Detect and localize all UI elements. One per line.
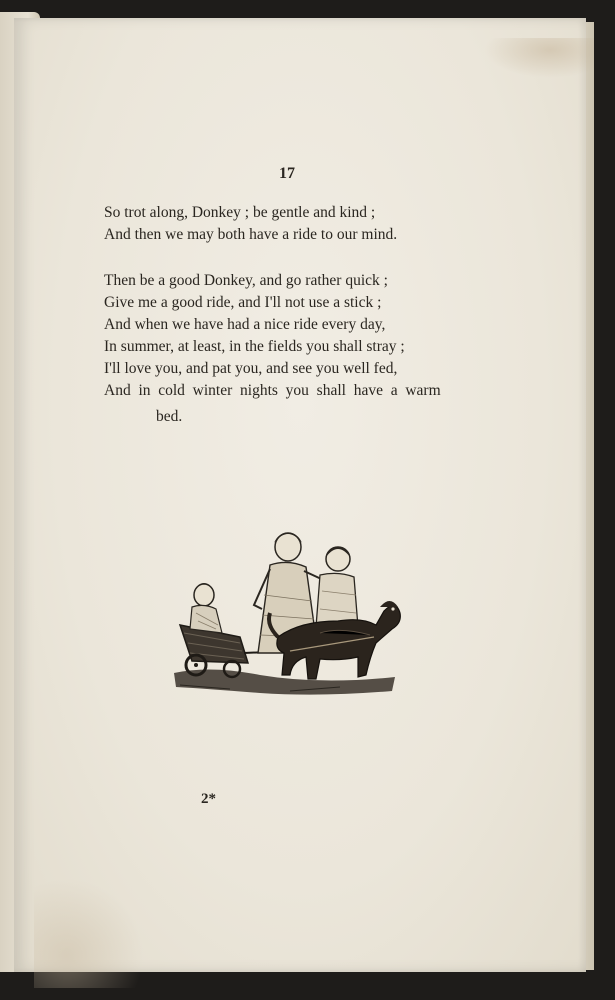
- verse-line: And in cold winter nights you shall have a warm: [104, 382, 441, 399]
- paper-stain-corner: [34, 878, 144, 988]
- verse-line: I'll love you, and pat you, and see you well fed,: [104, 360, 398, 377]
- verse-line: And when we have had a nice ride every day,: [104, 316, 386, 333]
- signature-mark: 2*: [201, 791, 216, 807]
- verse-line: And then we may both have a ride to our mind.: [104, 226, 398, 243]
- page-number: 17: [279, 165, 295, 182]
- book-page: [14, 18, 586, 972]
- verse-line: Give me a good ride, and I'll not use a stick ;: [104, 294, 382, 311]
- verse-line: In summer, at least, in the fields you shall stray ;: [104, 338, 405, 355]
- woodcut-children-dog-cart-icon: [170, 525, 405, 705]
- paper-stain: [484, 38, 594, 78]
- verse-line-continuation: bed.: [156, 408, 183, 425]
- stanza-2: [104, 270, 441, 432]
- verse-line: Then be a good Donkey, and go rather quick ;: [104, 272, 388, 289]
- verse-line: So trot along, Donkey ; be gentle and kind ;: [104, 204, 376, 221]
- stanza-1: [104, 202, 397, 246]
